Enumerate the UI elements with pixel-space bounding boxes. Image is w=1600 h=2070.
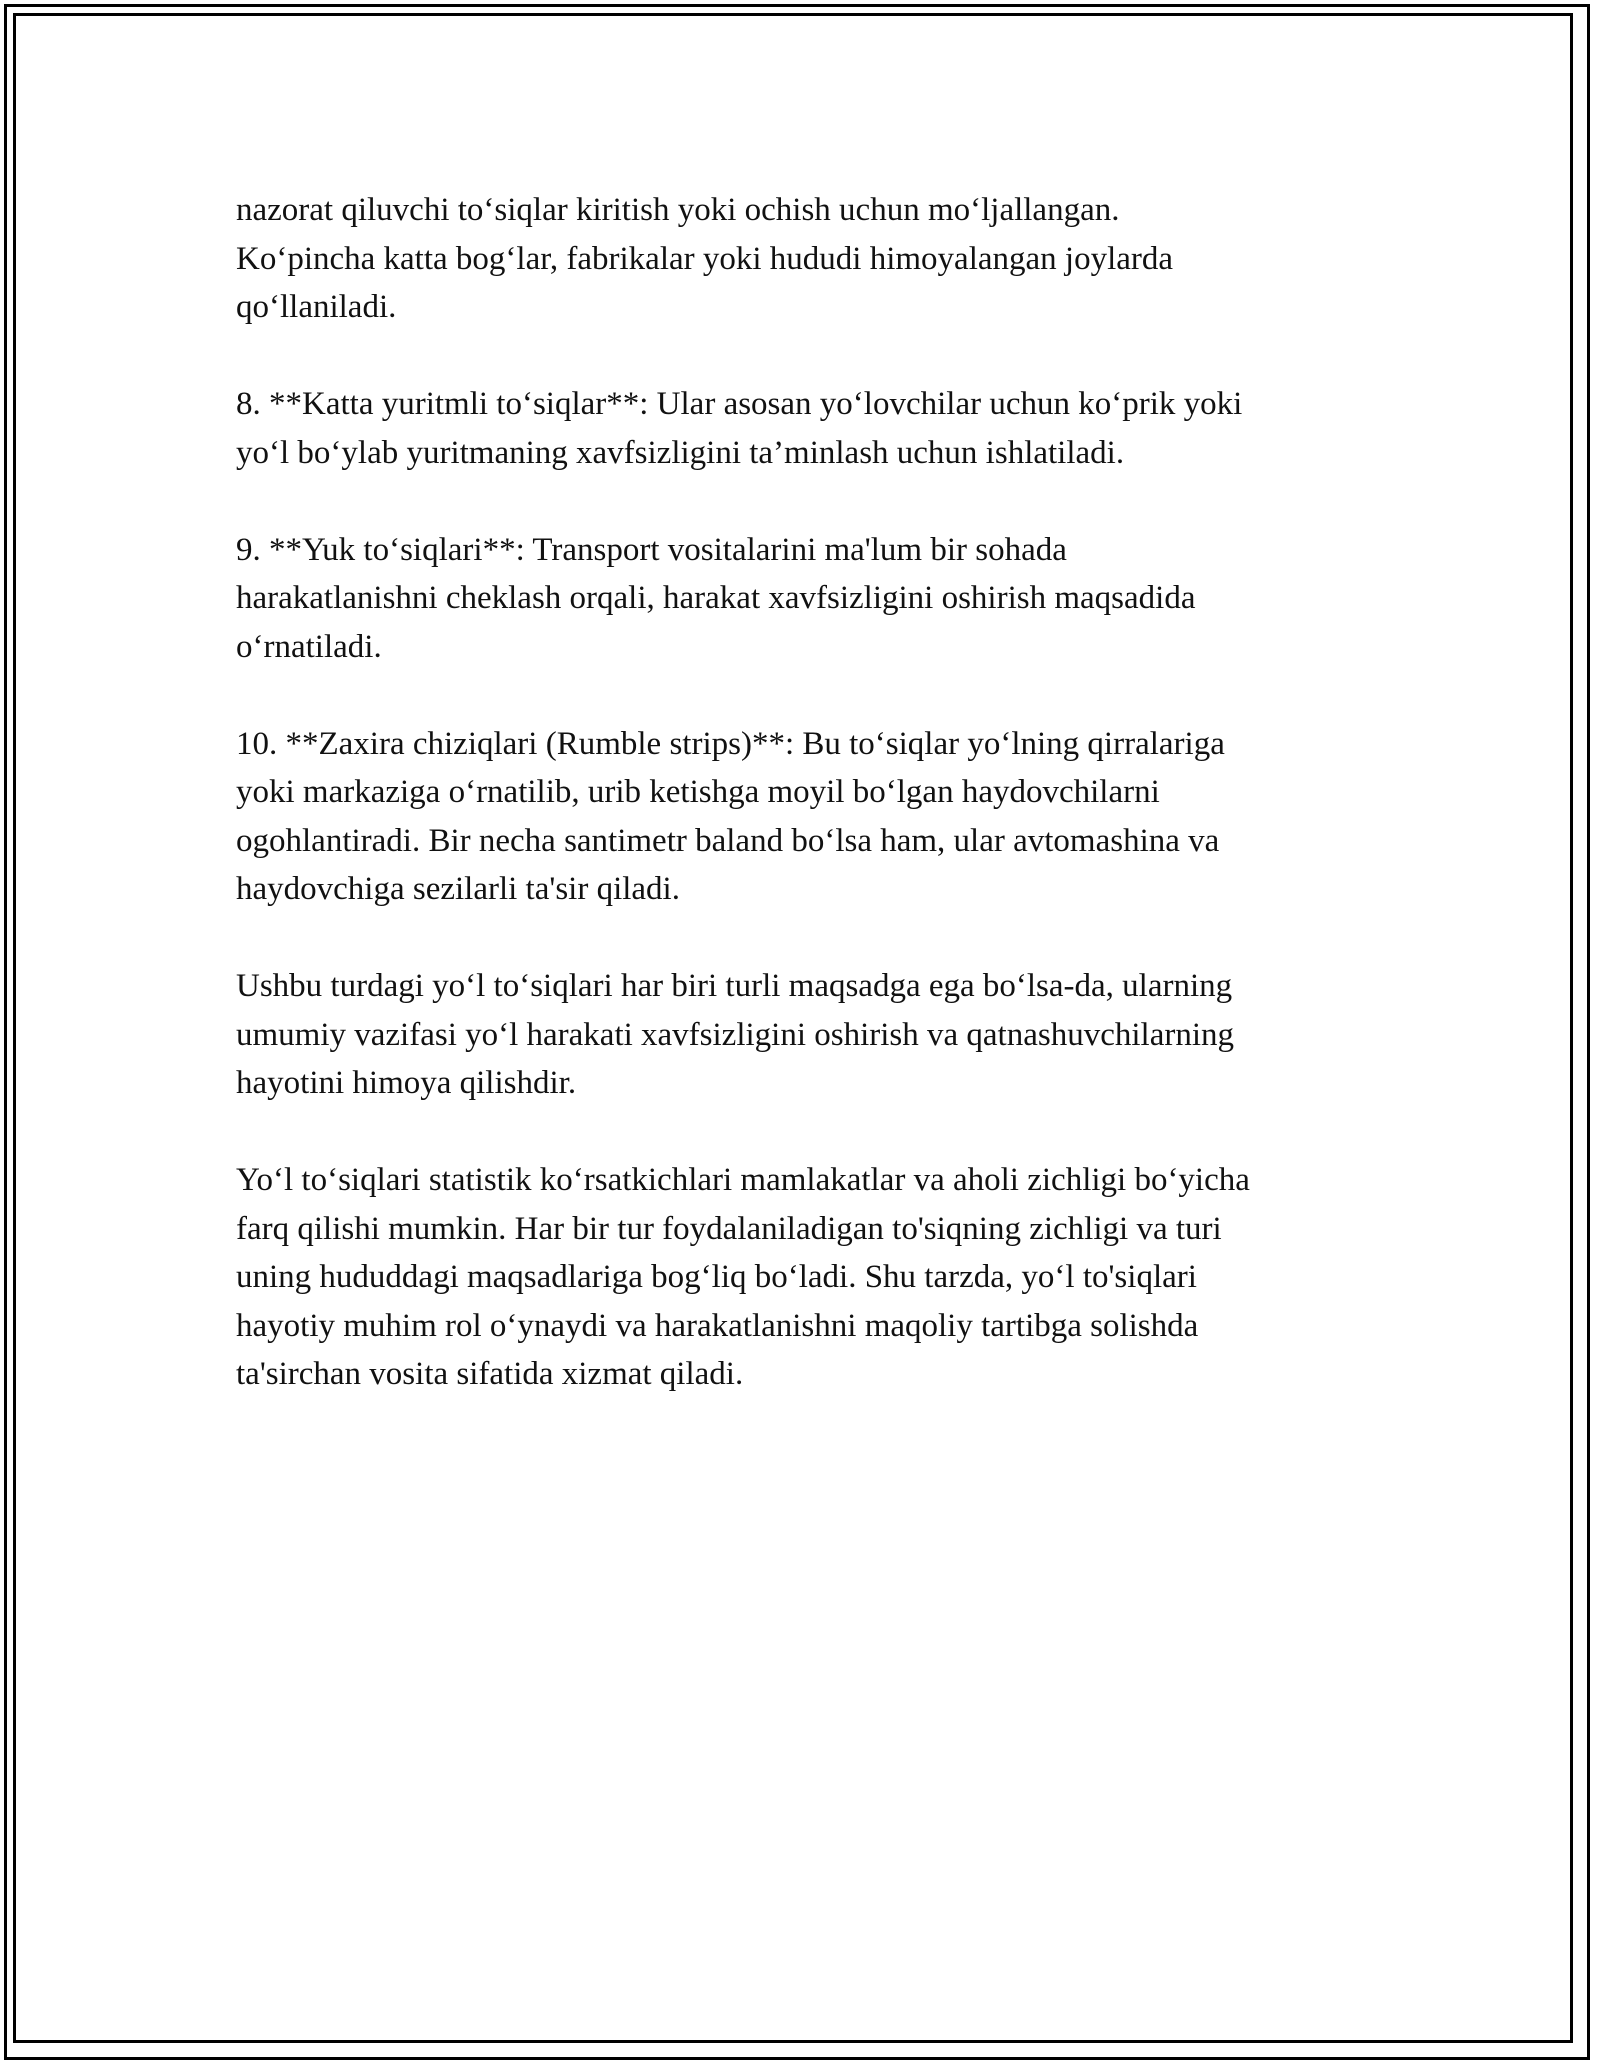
text-line: 10. **Zaxira chiziqlari (Rumble strips)**: Bu to‘siqlar yo‘lning qirralariga <box>236 725 1225 762</box>
paragraph-item-9 <box>236 526 1376 672</box>
text-line: o‘rnatiladi. <box>236 628 382 665</box>
text-line: yoki markaziga o‘rnatilib, urib ketishga moyil bo‘lgan haydovchilarni <box>236 774 1160 810</box>
text-line: qo‘llaniladi. <box>236 289 397 325</box>
paragraph-item-8 <box>236 380 1376 477</box>
text-line: ogohlantiradi. Bir necha santimetr baland bo‘lsa ham, ular avtomashina va <box>236 822 1220 859</box>
text-line: 9. **Yuk to‘siqlari**: Transport vositalarini ma'lum bir sohada <box>236 531 1067 568</box>
paragraph-item-10 <box>236 720 1376 914</box>
text-line: Ko‘pincha katta bog‘lar, fabrikalar yoki hududi himoyalangan joylarda <box>236 240 1174 277</box>
document-body <box>236 186 1376 1447</box>
text-line: uning hududdagi maqsadlariga bog‘liq bo‘ladi. Shu tarzda, yo‘l to'siqlari <box>236 1259 1197 1295</box>
text-line: Ushbu turdagi yo‘l to‘siqlari har biri turli maqsadga ega bo‘lsa-da, ularning <box>236 968 1233 1004</box>
text-line: hayotiy muhim rol o‘ynaydi va harakatlanishni maqoliy tartibga solishda <box>236 1307 1199 1344</box>
text-line: yo‘l bo‘ylab yuritmaning xavfsizligini ta’minlash uchun ishlatiladi. <box>236 434 1125 471</box>
paragraph-summary <box>236 962 1376 1108</box>
text-line: farq qilishi mumkin. Har bir tur foydalaniladigan to'siqning zichligi va turi <box>236 1210 1222 1247</box>
text-line: harakatlanishni cheklash orqali, harakat xavfsizligini oshirish maqsadida <box>236 580 1196 616</box>
paragraph-statistics <box>236 1156 1376 1399</box>
text-line: haydovchiga sezilarli ta'sir qiladi. <box>236 871 680 907</box>
text-line: Yo‘l to‘siqlari statistik ko‘rsatkichlari mamlakatlar va aholi zichligi bo‘yicha <box>236 1162 1250 1198</box>
text-line: nazorat qiluvchi to‘siqlar kiritish yoki ochish uchun mo‘ljallangan. <box>236 192 1120 228</box>
text-line: 8. **Katta yuritmli to‘siqlar**: Ular asosan yo‘lovchilar uchun ko‘prik yoki <box>236 386 1243 422</box>
text-line: umumiy vazifasi yo‘l harakati xavfsizligini oshirish va qatnashuvchilarning <box>236 1016 1235 1053</box>
text-line: hayotini himoya qilishdir. <box>236 1065 577 1101</box>
text-line: ta'sirchan vosita sifatida xizmat qiladi. <box>236 1356 744 1392</box>
paragraph-intro-continuation <box>236 186 1376 332</box>
